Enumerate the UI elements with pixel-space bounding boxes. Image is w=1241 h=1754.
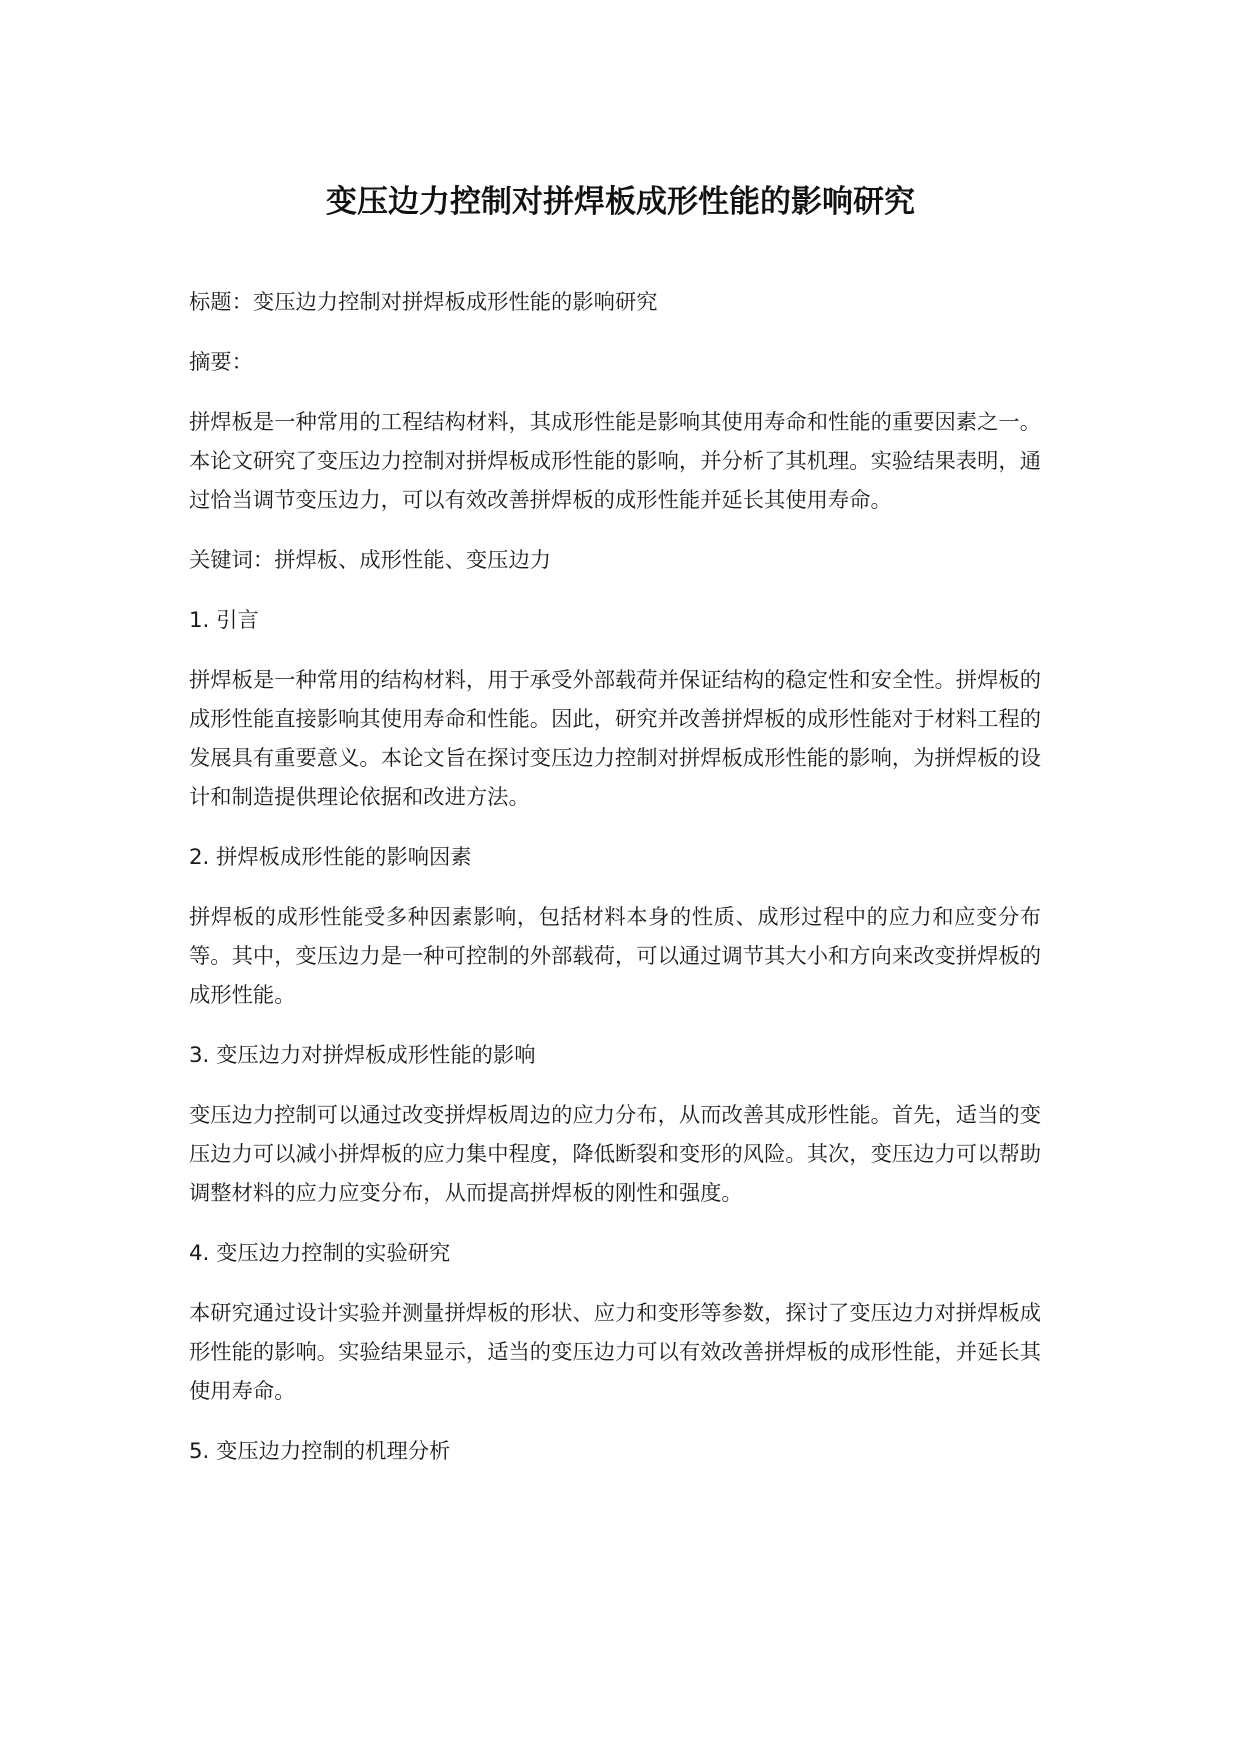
section-heading-influence: 3. 变压边力对拼焊板成形性能的影响: [189, 1043, 536, 1068]
section-heading-experiment: 4. 变压边力控制的实验研究: [189, 1241, 451, 1266]
title-line: 标题：变压边力控制对拼焊板成形性能的影响研究: [189, 290, 658, 315]
section-body-introduction: 拼焊板是一种常用的结构材料，用于承受外部载荷并保证结构的稳定性和安全性。拼焊板的成形性能直接影响其使用寿命和性能。因此，研究并改善拼焊板的成形性能对于材料工程的发展具有重要意义。本论文旨在探讨变压边力控制对拼焊板成形性能的影响，为拼焊板的设计和制造提供理论依据和改进方法。: [189, 668, 1041, 810]
keywords: 关键词：拼焊板、成形性能、变压边力: [189, 548, 552, 573]
abstract-text: 拼焊板是一种常用的工程结构材料，其成形性能是影响其使用寿命和性能的重要因素之一。本论文研究了变压边力控制对拼焊板成形性能的影响，并分析了其机理。实验结果表明，通过恰当调节变压边力，可以有效改善拼焊板的成形性能并延长其使用寿命。: [189, 410, 1041, 513]
section-heading-introduction: 1. 引言: [189, 608, 259, 633]
section-body-influence: 变压边力控制可以通过改变拼焊板周边的应力分布，从而改善其成形性能。首先，适当的变压边力可以减小拼焊板的应力集中程度，降低断裂和变形的风险。其次，变压边力可以帮助调整材料的应力应变分布，从而提高拼焊板的刚性和强度。: [189, 1103, 1041, 1206]
document-title: 变压边力控制对拼焊板成形性能的影响研究: [326, 184, 915, 220]
section-body-factors: 拼焊板的成形性能受多种因素影响，包括材料本身的性质、成形过程中的应力和应变分布等。其中，变压边力是一种可控制的外部载荷，可以通过调节其大小和方向来改变拼焊板的成形性能。: [189, 905, 1041, 1008]
section-heading-factors: 2. 拼焊板成形性能的影响因素: [189, 845, 472, 870]
document-body: [189, 283, 1041, 1492]
section-body-experiment: 本研究通过设计实验并测量拼焊板的形状、应力和变形等参数，探讨了变压边力对拼焊板成形性能的影响。实验结果显示，适当的变压边力可以有效改善拼焊板的成形性能，并延长其使用寿命。: [189, 1301, 1041, 1404]
abstract-label: 摘要：: [189, 350, 253, 375]
section-heading-mechanism: 5. 变压边力控制的机理分析: [189, 1439, 451, 1464]
